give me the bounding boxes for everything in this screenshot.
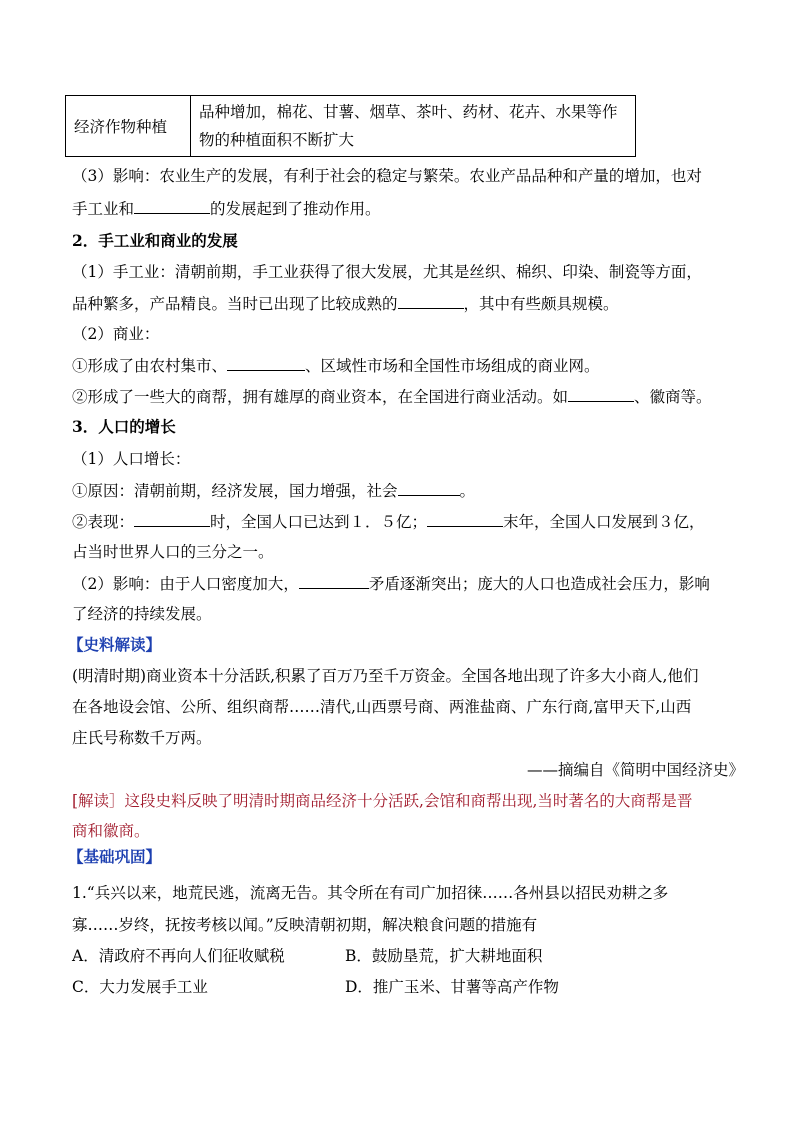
section3-heading: 3．人口的增长 [72, 417, 176, 436]
growth-label: （1）人口增长： [72, 450, 191, 468]
table-content-line: 品种增加，棉花、甘薯、烟草、茶叶、药材、花卉、水果等作 [199, 103, 618, 121]
question1-line1: 1.“兵兴以来，地荒民逃，流离无告。其令所在有司广加招徕……各州县以招民劝耕之多 [72, 884, 669, 902]
source-line1: (明清时期)商业资本十分活跃,积累了百万乃至千万资金。全国各地出现了许多大小商人,他们 [72, 667, 699, 685]
option-c[interactable]: C．大力发展手工业 [72, 978, 208, 996]
cash-crop-table [65, 95, 636, 157]
option-b[interactable]: B．鼓励垦荒，扩大耕地面积 [345, 947, 543, 965]
commerce-item2: ②形成了一些大的商帮，拥有雄厚的商业资本，在全国进行商业活动。如 、徽商等。 [72, 388, 712, 406]
table-content-line: 物的种植面积不断扩大 [199, 131, 355, 149]
section2-heading: 2．手工业和商业的发展 [72, 231, 238, 250]
handicraft-line2: 品种繁多，产品精良。当时已出现了比较成熟的 ，其中有些颇具规模。 [72, 295, 619, 313]
influence-line2: 了经济的持续发展。 [72, 605, 212, 623]
table-content-cell [191, 96, 636, 157]
consolidation-heading: 【基础巩固】 [68, 847, 162, 866]
option-d[interactable]: D．推广玉米、甘薯等高产作物 [345, 978, 559, 996]
influence-line1: （2）影响：由于人口密度加大， 矛盾逐渐突出；庞大的人口也造成社会压力，影响 [72, 575, 710, 593]
fill-blank[interactable] [427, 511, 503, 527]
source-line2: 在各地设会馆、公所、组织商帮……清代,山西票号商、两淮盐商、广东行商,富甲天下,山西 [72, 698, 692, 716]
fill-blank[interactable] [134, 198, 210, 214]
impact-line2: 手工业和 的发展起到了推动作用。 [72, 200, 381, 218]
source-reading-heading: 【史料解读】 [68, 635, 162, 654]
commerce-item1: ①形成了由农村集市、 、区域性市场和全国性市场组成的商业网。 [72, 357, 600, 375]
interpretation-line2: 商和徽商。 [72, 822, 150, 840]
source-citation: ——摘编自《简明中国经济史》 [526, 761, 744, 779]
show-line2: 占当时世界人口的三分之一。 [72, 543, 274, 561]
fill-blank[interactable] [398, 293, 464, 309]
fill-blank[interactable] [568, 386, 634, 402]
question1-line2: 寡……岁终，抚按考核以闻。”反映清朝初期，解决粮食问题的措施有 [72, 916, 538, 934]
commerce-label: （2）商业： [72, 325, 160, 343]
fill-blank[interactable] [299, 573, 369, 589]
fill-blank[interactable] [227, 355, 305, 371]
interpretation-line1: [解读］这段史料反映了明清时期商品经济十分活跃,会馆和商帮出现,当时著名的大商帮是晋 [72, 792, 693, 810]
table-label-cell: 经济作物种植 [66, 96, 191, 157]
fill-blank[interactable] [398, 480, 460, 496]
source-line3: 庄氏号称数千万两。 [72, 729, 212, 747]
cause-line: ①原因：清朝前期，经济发展，国力增强，社会 。 [72, 482, 476, 500]
handicraft-line1: （1）手工业：清朝前期，手工业获得了很大发展，尤其是丝织、棉织、印染、制瓷等方面， [72, 263, 702, 281]
table-row [66, 96, 636, 157]
show-line1: ②表现： 时，全国人口已达到１．５亿； 末年，全国人口发展到３亿， [72, 513, 705, 531]
impact-line1: （3）影响：农业生产的发展，有利于社会的稳定与繁荣。农业产品品种和产量的增加，也对 [72, 167, 702, 185]
fill-blank[interactable] [134, 511, 210, 527]
option-a[interactable]: A．清政府不再向人们征收赋税 [72, 947, 285, 965]
